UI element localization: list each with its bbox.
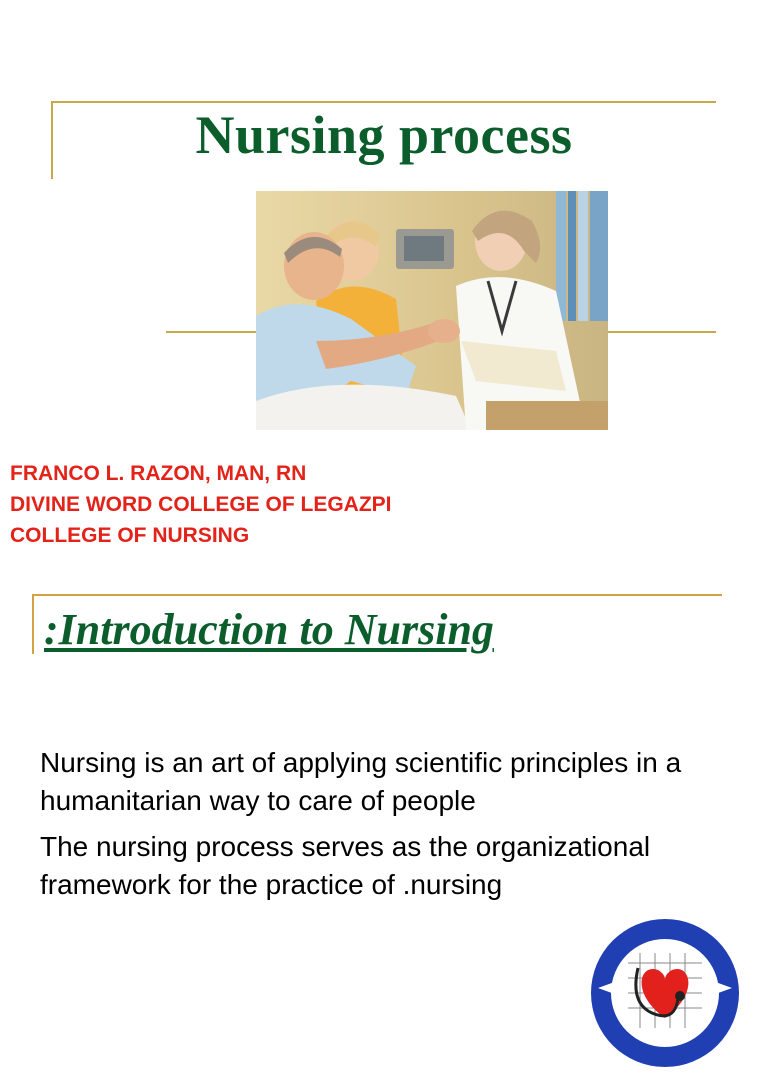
slide-subtitle: :Introduction to Nursing <box>44 605 494 654</box>
nursing-seal-logo <box>590 918 740 1068</box>
photo-rule-left <box>166 331 258 333</box>
paragraph: Nursing is an art of applying scientific principles in a humanitarian way to care of people <box>40 747 682 816</box>
subtitle-rule-top <box>32 594 722 596</box>
body-text <box>40 744 730 912</box>
title-rule-top <box>51 101 716 103</box>
nurse-patient-photo <box>256 191 608 430</box>
author-institution: DIVINE WORD COLLEGE OF LEGAZPI <box>10 493 392 516</box>
photo-rule-right <box>606 331 716 333</box>
paragraph: The nursing process serves as the organizational framework for the practice of .nursing <box>40 831 651 900</box>
author-department: COLLEGE OF NURSING <box>10 524 250 547</box>
photo-illustration <box>256 191 608 430</box>
nursing-seal-icon <box>590 918 740 1068</box>
slide-title: Nursing process <box>195 105 573 165</box>
author-block <box>10 458 392 551</box>
subtitle-rule-left <box>32 594 34 654</box>
author-name: FRANCO L. RAZON, MAN, RN <box>10 462 307 485</box>
